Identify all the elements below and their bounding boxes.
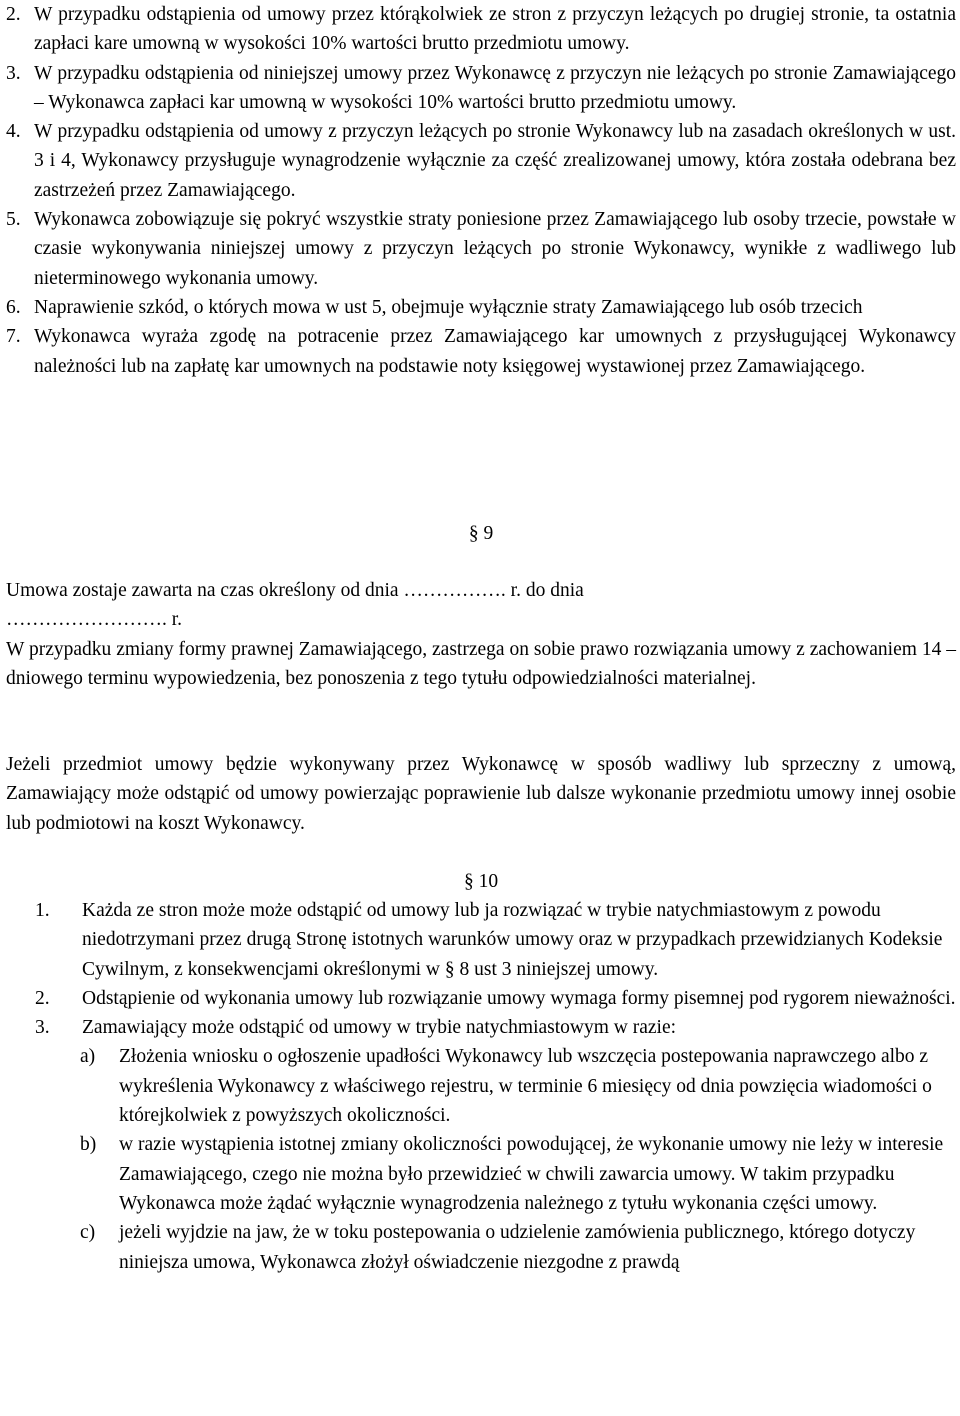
sub-item-letter: a) (80, 1046, 96, 1068)
list-item (6, 59, 956, 118)
sub-item-text: jeżeli wyjdzie na jaw, że w toku postepowania o udzielenie zamówienia publicznego, którego dotyczy niniejsza umowa, Wykonawca złożył oświadczenie niezgodne z prawdą (119, 1222, 916, 1273)
item-text: Wykonawca wyraża zgodę na potracenie przez Zamawiającego kar umownych z przysługującej Wykonawcy należności lub na zapłatę kar umownych na podstawie noty księgowej wystawionej przez Zamawiającego. (34, 326, 956, 377)
item-number: 6. (6, 296, 21, 318)
section-10-list (6, 896, 956, 1277)
sub-item (6, 1042, 956, 1130)
sub-item-letter: b) (80, 1134, 97, 1156)
item-number: 1. (35, 900, 50, 921)
item-number: 2. (35, 987, 50, 1009)
item-text: W przypadku odstąpienia od umowy z przyczyn leżących po stronie Wykonawcy lub na zasadach określonych w ust. 3 i 4, Wykonawcy przysługuje wynagrodzenie wyłącznie za część zrealizowanej umowy, która została odebrana bez zastrzeżeń przez Zamawiającego. (34, 121, 956, 201)
continued-items-list (6, 0, 956, 381)
item-text: Wykonawca zobowiązuje się pokryć wszystkie straty poniesione przez Zamawiającego lub osoby trzecie, powstałe w czasie wykonywania niniejszej umowy z przyczyn leżących po stronie Wykonawcy, wynikłe z wadliwego lub nieterminowego wykonania umowy. (34, 209, 956, 289)
item-number: 2. (6, 4, 21, 25)
item-text: Naprawienie szkód, o których mowa w ust 5, obejmuje wyłącznie straty Zamawiającego lub osób trzecich (34, 296, 863, 318)
item-number: 3. (6, 62, 21, 84)
defect-paragraph-block (6, 750, 956, 838)
item-number: 4. (6, 121, 21, 143)
item-text: Zamawiający może odstąpić od umowy w trybie natychmiastowym w razie: (82, 1017, 677, 1039)
defect-paragraph: Jeżeli przedmiot umowy będzie wykonywany przez Wykonawcę w sposób wadliwy lub sprzeczny z umową, Zamawiający może odstąpić od umowy powierzając poprawienie lub dalsze wykonanie przedmiotu umowy innej osobie lub podmiotowi na koszt Wykonawcy. (6, 754, 956, 834)
sub-item (6, 1130, 956, 1218)
legal-form-paragraph: W przypadku zmiany formy prawnej Zamawiającego, zastrzega on sobie prawo rozwiązania umowy z zachowaniem 14 – dniowego terminu wypowiedzenia, bez ponoszenia z tego tytułu odpowiedzialności materialnej. (6, 638, 956, 689)
section-9-heading: § 9 (468, 523, 494, 544)
list-item (6, 322, 956, 381)
list-item (6, 293, 956, 322)
item-text: Każda ze stron może może odstąpić od umowy lub ja rozwiązać w trybie natychmiastowym z powodu niedotrzymani przez drugą Stronę istotnych warunków umowy oraz w przypadkach przewidzianych Kodeksie Cywilnym, z konsekwencjami określonymi w § 8 ust 3 niniejszej umowy. (82, 900, 943, 980)
sub-item (6, 1218, 956, 1277)
sub-item-letter: c) (80, 1222, 96, 1244)
section-10-heading: § 10 (463, 871, 499, 892)
item-text: W przypadku odstąpienia od umowy przez którąkolwiek ze stron z przyczyn leżących po drugiej stronie, ta ostatnia zapłaci kare umowną w wysokości 10% wartości brutto przedmiotu umowy. (34, 4, 956, 55)
list-item (6, 984, 956, 1013)
list-item (6, 896, 956, 984)
term-line-1: Umowa zostaje zawarta na czas określony od dnia ……………. r. do dnia (6, 580, 584, 601)
sub-item-text: w razie wystąpienia istotnej zmiany okoliczności powodującej, że wykonanie umowy nie leży w interesie Zamawiającego, czego nie można było przewidzieć w chwili zawarcia umowy. W takim przypadku Wykonawca może żądać wyłącznie wynagrodzenia należnego z tytułu wykonania części umowy. (119, 1134, 944, 1214)
list-item (6, 1013, 956, 1042)
section-9-body (6, 576, 956, 693)
item-text: Odstąpienie od wykonania umowy lub rozwiązanie umowy wymaga formy pisemnej pod rygorem nieważności. (82, 987, 956, 1009)
sub-item-text: Złożenia wniosku o ogłoszenie upadłości Wykonawcy lub wszczęcia postepowania naprawczego albo z wykreślenia Wykonawcy z właściwego rejestru, w terminie 6 miesięcy od dnia powzięcia wiadomości o którejkolwiek z powyższych okoliczności. (119, 1046, 932, 1127)
item-number: 5. (6, 209, 21, 231)
item-number: 7. (6, 326, 21, 348)
list-item (6, 0, 956, 59)
term-line-2: ……………………. r. (6, 609, 183, 631)
item-text: W przypadku odstąpienia od niniejszej umowy przez Wykonawcę z przyczyn nie leżących po stronie Zamawiającego – Wykonawca zapłaci kar umowną w wysokości 10% wartości brutto przedmiotu umowy. (34, 62, 956, 113)
list-item (6, 117, 956, 205)
item-number: 3. (35, 1017, 50, 1039)
list-item (6, 205, 956, 293)
